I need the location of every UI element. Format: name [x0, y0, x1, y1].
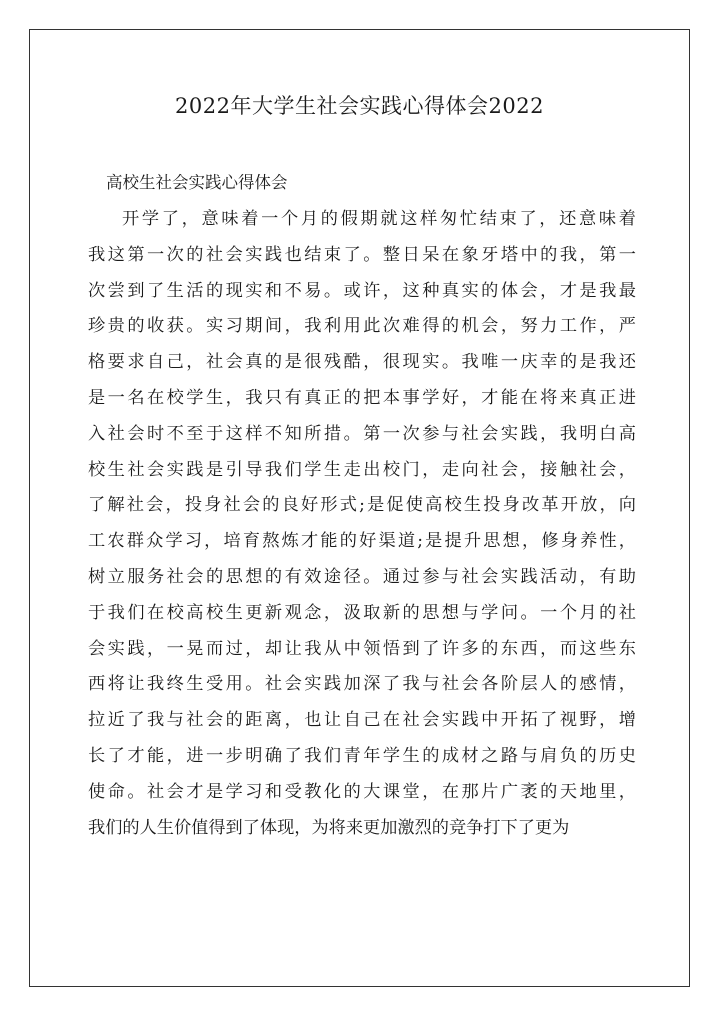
paragraph-line: 于我们在校高校生更新观念，汲取新的思想与学问。一个月的社: [88, 602, 636, 623]
paragraph-line: 次尝到了生活的现实和不易。或许，这种真实的体会，才是我最: [88, 280, 636, 301]
paragraph-line: 会实践，一晃而过，却让我从中领悟到了许多的东西，而这些东: [88, 638, 636, 659]
paragraph-line: 珍贵的收获。实习期间，我利用此次难得的机会，努力工作，严: [88, 316, 636, 337]
paragraph-line: 是一名在校学生，我只有真正的把本事学好，才能在将来真正进: [88, 387, 636, 408]
paragraph-line: 我这第一次的社会实践也结束了。整日呆在象牙塔中的我，第一: [88, 244, 636, 265]
paragraph-line: 入社会时不至于这样不知所措。第一次参与社会实践，我明白高: [88, 423, 636, 444]
paragraph-line: 使命。社会才是学习和受教化的大课堂，在那片广袤的天地里，: [88, 781, 636, 802]
paragraph-line: 格要求自己，社会真的是很残酷，很现实。我唯一庆幸的是我还: [88, 352, 636, 373]
paragraph-line: 长了才能，进一步明确了我们青年学生的成材之路与肩负的历史: [88, 745, 636, 766]
body-paragraph: [88, 202, 636, 846]
paragraph-line: 西将让我终生受用。社会实践加深了我与社会各阶层人的感情，: [88, 674, 636, 695]
paragraph-line: 开学了，意味着一个月的假期就这样匆忙结束了，还意味着: [122, 209, 636, 229]
paragraph-line: 我们的人生价值得到了体现，为将来更加激烈的竞争打下了更为: [88, 817, 570, 838]
paragraph-line: 校生社会实践是引导我们学生走出校门，走向社会，接触社会，: [88, 459, 636, 480]
paragraph-line: 工农群众学习，培育熬炼才能的好渠道;是提升思想，修身养性，: [88, 531, 636, 552]
paragraph-line: 了解社会，投身社会的良好形式;是促使高校生投身改革开放，向: [88, 495, 636, 516]
section-heading: 高校生社会实践心得体会: [106, 173, 288, 192]
paragraph-line: 树立服务社会的思想的有效途径。通过参与社会实践活动，有助: [88, 566, 636, 587]
paragraph-line: 拉近了我与社会的距离，也让自己在社会实践中开拓了视野，增: [88, 710, 636, 731]
document-title: 2022年大学生社会实践心得体会2022: [175, 94, 544, 118]
